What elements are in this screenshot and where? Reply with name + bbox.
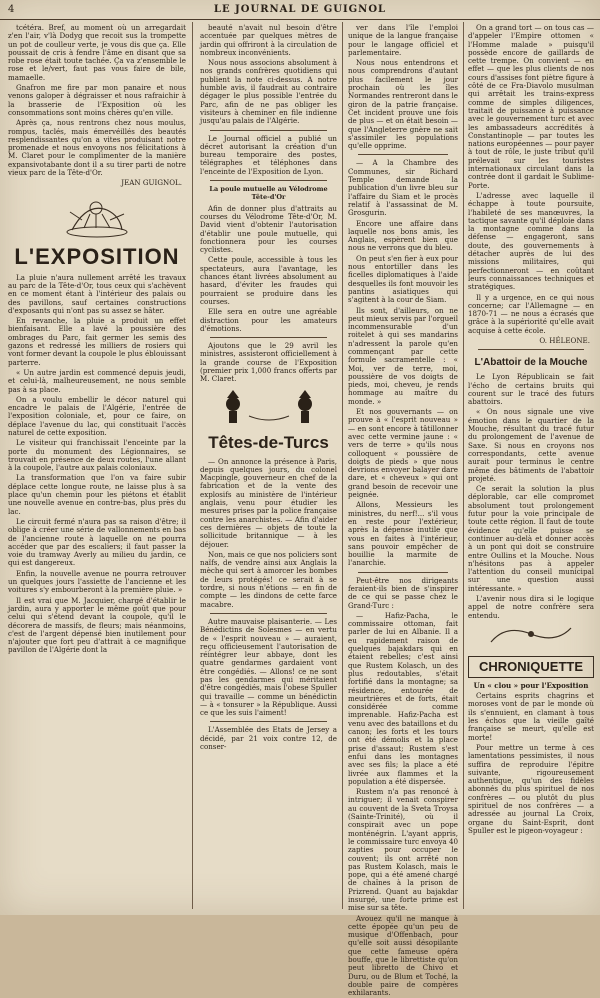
paragraph: Pour mettre un terme à ces lamentations pessimistes, il nous suffira de reproduire l'épitre suivante, rigoureusement authentique, qu'un des fidèles abonnés du plus spirituel de nos confrères — ou plutôt du plus spirituel de nos confrères — a adressée au journal La Croix, organe du Saint-Esprit, dont Spuller est le pigeon-voyageur :: [468, 742, 594, 835]
column-2: [200, 24, 337, 907]
paragraph: Non, mais ce que nos policiers sont naïfs, de vendre ainsi aux Anglais la mèche qui sert à amorcer les bombes de leurs protégés! ce serait à se tordre, si nous n'étions — en fin de compte — les dindons de cette farce macabre.: [200, 549, 337, 609]
paragraph: Il y a urgence, en ce qui nous concerne; car l'Allemagne — en 1870-71 — ne nous a écrasés que grâce à la supériorité qu'elle avait acquise à cette école.: [468, 292, 594, 335]
section-divider: [210, 613, 327, 614]
paragraph: Le circuit fermé n'aura pas sa raison d'être; il oblige à créer une série de vallonnements en bas de l'ancienne route à laquelle on ne pourra accéder que par des escaliers; il faut passer la voie du tramway Averly au milieu du jardin, ce qui est dangereux.: [8, 516, 186, 568]
paragraph: On a grand tort — on tous cas — d'appeler l'Empire ottomen « l'Homme malade » puisqu'il possède encore de gaillards de cette trempe. On convient — en effet — que les plus clients de nos cours d'assises font piètre figure à côté de ce Fra-Diavolo musulman qui arrêtait les trains-express comme de simples diligences, traitait de puissance à puissance avec le gouvernement turc et avec les ambassadeurs accrédités à Constantinople — par toutes les nations européennes — pour payer à tout de rôle, le juste tribut qu'il prélevait sur les touristes internationaux circulant dans la contrée dont il gardait le Sublime-Porte.: [468, 23, 594, 190]
paragraph: L'avenir nous dira si le logique appel de notre confrère sera entendu.: [468, 594, 594, 620]
paragraph: L'Assemblée des Etats de Jersey a décidé, par 21 voix contre 12, de conser-: [200, 725, 337, 752]
paragraph: Rustem n'a pas renoncé à intriguer; il venait conspirer au couvent de la Sveta Troysa (Sainte-Trinité), où il conspirait avec un pope monténégrin. L'ayant appris, le commissaire turc envoya 40 zapties pour occuper le couvent; ils ont arrêté non pas Rustem Kolasch, mais le pope, qui a été amené chargé de chaînes à la prison de Prizrend. Quant au bajakdar insurgé, une forte prime est mise sur sa tête.: [348, 787, 458, 913]
paragraph: Peut-être nos dirigeants feraient-ils bien de s'inspirer de ce qui se passe chez le Grand-Turc :: [348, 575, 458, 610]
paragraph: Le Lyon Républicain se fait l'écho de certains bruits qui courent sur le tracé des futurs abattoirs.: [468, 372, 594, 407]
column-3: [348, 23, 458, 998]
paragraph: Gnafron me fire par mon panaire et nous venons galoper à dégraisser et nous rafraichir à la brasserie de l'Exposition où les consommations sont moins chères qu'en ville.: [8, 83, 186, 117]
section-heading: La poule mutuelle au Vélodrome Tête-d'Or: [209, 185, 328, 202]
paragraph: — On annonce la présence à Paris, depuis quelques jours, du colonel Macpingle, gouverneur en chef de la fabrication et de la vente des explosifs au ministère de l'intérieur anglais, venu pour étudier les mesures prises par la police française contre les anarchistes. — Afin d'aider ces dernières — objets de toute la sollicitude britannique — à les déjouer.: [200, 456, 337, 549]
newspaper-title: LE JOURNAL DE GUIGNOL: [213, 4, 387, 15]
paragraph: Ajoutons que le 29 avril les ministres, assisteront officiellement à la grande course de l'Exposition (premier prix 1,000 francs offerts par M. Claret.: [200, 341, 337, 384]
paragraph: « On nous signale une vive émotion dans le quartier de la Mouche, résultant du tracé futur du prolongement de l'avenue de Saxe. Si nous en croyons nos correspondants, cette avenue aurait pour terminus le centre même des bâtiments de l'abattoir projeté.: [468, 407, 594, 483]
paragraph: Le visiteur qui franchissait l'enceinte par la porte du monument des Légionnaires, se trouvait en présence de deux routes, l'une allant à la coupole, l'autre aux palais coloniaux.: [8, 438, 186, 473]
paragraph: « Un autre jardin est commencé depuis jeudi, et celui-là, malheureusement, ne nous semble pas à sa place.: [8, 367, 186, 394]
section-divider: [210, 130, 327, 131]
paragraph: Nous nous entendrons et nous comprendrons d'autant plus facilement le jour prochain où les îles Normandes rentreront dans le giron de la patrie française. Cet incident prouve une fois de plus — et on était besoin — que l'Angleterre gnère ne sait s'assimiler les populations qu'elle opprime.: [348, 58, 458, 151]
paragraph: beauté n'avait nul besoin d'être accentuée par quelques mètres de jardin qui offriront à la circulation de nombreux inconvénients.: [200, 23, 337, 57]
exposition-title: L'EXPOSITION: [14, 243, 180, 269]
paragraph: Ils sont, d'ailleurs, on ne peut mieux servis par l'orgueil incommensurable d'un roitelet à qui ses mandarins n'adressent la parole qu'en commençant par cette formule sacramentelle : « Moi, ver de terre, moi, poussière de vos doigts de pieds, moi, cheveu, je rends hommage au maître du monde. »: [348, 305, 458, 406]
page-header: [0, 3, 600, 20]
section-divider: [358, 572, 448, 573]
paragraph: Ce serait la solution la plus déplorable, car elle compromet absolument tout prolongement futur pour la voie principale de toute cette région. Il faut de toute évidence qu'elle puisse se continuer au-delà et donner accès à un pont qui doit se construire entre Oullins et la Mouche. Nous n'hésitons pas à appeler l'attention du conseil municipal sur une question aussi intéressante. »: [468, 484, 594, 593]
column-separator: [342, 22, 343, 909]
paragraph: On a voulu embellir le décor naturel qui encadre le palais de l'Algérie, l'entrée de l'exposition coloniale, et, pour ce faire, on déplace l'avenue du lac, qui constituait l'accès naturel de cette exposition.: [8, 394, 186, 437]
chroniquette-ornament-icon: [486, 622, 576, 652]
paragraph: L'adresse avec laquelle il échappe à toute poursuite, l'habileté de ses manœuvres, la tactique savante qu'il déploie dans la montagne comme dans la défense — engageront, sans doute, des gouvernements à détacher auprès de lui des missions militaires, qui perfectionneront — en coûtant leurs connaissances techniques et stratégiques.: [468, 190, 594, 292]
paragraph: Le Journal officiel a publié un décret autorisant la création d'un bureau temporaire des postes, télégraphes et téléphones dans l'enceinte de l'Exposition de Lyon.: [200, 133, 337, 176]
section-divider: [210, 180, 327, 181]
abattoir-title: L'Abattoir de la Mouche: [474, 357, 588, 369]
paragraph: On peut s'en fier à eux pour nous entortiller dans les ficelles diplomatiques à l'aide desquelles ils font mouvoir les pantins asiatiques qui s'agitent à la cour de Siam.: [348, 253, 458, 305]
paragraph: La transformation que l'on va faire subir déplace cette longue route, ne laisse plus à sa place qu'un chemin pour les piétons et établit une nouvelle avenue en contre-bas, plus près du lac.: [8, 473, 186, 516]
paragraph: Nous nous associons absolument à nos grands confrères quotidiens qui publient la note ci-dessus. A notre humble avis, il faudrait au contraire dégager le plus possible l'entrée du Parc, afin de ne pas obliger les visiteurs à cheminer en file indienne jusqu'au palais de l'Algérie.: [200, 58, 337, 126]
chroniquette-subtitle: Un « clou » pour l'Exposition: [473, 680, 589, 690]
paragraph: Certains esprits chagrins et moroses vont de par le monde où ils s'ennuient, en clamant à tous les échos que la vieille gaîté française se meurt, qu'elle est morte!: [468, 691, 594, 742]
chroniquette-title: CHRONIQUETTE: [468, 656, 594, 678]
paragraph: Il est vrai que M. Jacquier, chargé d'établir le jardin, aura y apporter le même goût que pour celui qui s'étend devant la coupole, qu'il le décorera de massifs, de fleurs; mais néanmoins, c'est de l'argent dépensé bien inutilement pour n'ajouter que fort peu d'attrait à ce magnifique pavillon de l'Algérie dont la: [8, 595, 186, 655]
column-4: [468, 24, 594, 907]
signature: O. HÉLEONE.: [539, 335, 590, 345]
paragraph: — A la Chambre des Communes, sir Richard Temple demande la publication d'un livre bleu sur l'affaire du Siam et le procès relatif à l'assassinat de M. Grosgurin.: [348, 158, 458, 218]
paragraph: Elle sera en outre une agréable distraction pour les amateurs d'émotions.: [200, 307, 337, 333]
page-number: 4: [8, 4, 15, 15]
paragraph: Après ça, nous rentrons chez nous moulus, rompus, taclés, mais émervéillés des beautés resplendissantes qu'on a vites produisant notre promenade et nous envoyons nos félicitations à M. Claret pour le complimenter de la manière expansivotabante dont il a su tirer parti de notre vieux parc de la Tête-d'Or.: [8, 118, 186, 178]
column-separator: [463, 22, 464, 909]
column-separator: [192, 22, 193, 909]
section-divider: [210, 721, 327, 722]
paragraph: Encore une affaire dans laquelle nos bons amis, les Anglais, espèrent bien que nous ne verrons que du bleu.: [348, 218, 458, 253]
paragraph: Avouez qu'il ne manque à cette épopée qu'un peu de musique d'Offenbach, pour qu'elle soit aussi désopilante que cette fameuse opéra bouffe, que le librettiste qu'on peut libretto de Chivo et Duru, ou de Blum et Toché, la double paire de compères exhilarants.: [348, 913, 458, 998]
paragraph: En revanche, la pluie a produit un effet bienfaisant. Elle a lavé la poussière des ombrages du Parc, fait germer les semis des gazons et redressé les milliers de rosiers qui vont former devant la coupole le plus éblouissant parterre.: [8, 316, 186, 367]
paragraph: — Hafiz-Pacha, le commissaire ottoman, fait parler de lui en Albanie. Il a eu rapidement raison de quelques bajakdars qui en étaient rebelles; c'est ainsi que Rustem Kolasch, un des plus redoutables, s'était fortifié dans la montagne; sa résidence, entourée de meurtrières et de forts, était considérée comme imprenable. Hafiz-Pacha est venu avec des bataillons et du canon; les forts et les tours ont été démolis et la place prise d'assaut; Rustem s'est enfui dans les montagnes avec ses fils; la place a été livrée aux flammes et la population a été dispersée.: [348, 610, 458, 786]
paragraph: tcétéra. Bref, au moment où un arregardait z'en l'air, v'là Dodyg que recoit sus la trompette un pot de coulleur verte, je vous dis que ça. Elle poussait de cris à fendre l'âme en disant que sa robe rose était toute tachée. Ça va z'ensemble le rose et le/vert, faut pas vous faire de bile, mamaelle.: [8, 23, 186, 82]
paragraph: ver dans l'île l'emploi unique de la langue française pour le langage officiel et parlementaire.: [348, 23, 458, 57]
paragraph: La pluie n'aura nullement arrêté les travaux au parc de la Tête-d'Or, tous ceux qui s'achèvent en ce moment étant à l'intérieur des palais ou des pavillons, sauf certaines constructions d'exposants qui n'ont pas su assez se hâter.: [8, 272, 186, 315]
paragraph: Allons, Messieurs les ministres, du nerf!... s'il vous en reste pour l'extérieur, après la dépense inutile que vous en faites à l'intérieur, sans pouvoir empêcher de bouillie la marmite de l'anarchie.: [348, 500, 458, 568]
section-divider: [358, 154, 448, 155]
paragraph: Cette poule, accessible à tous les spectateurs, aura l'avantage, les chances étant livrées absolument au hasard, d'éviter les fraudes qui pourraient se produire dans les courses.: [200, 255, 337, 306]
paragraph: Autre mauvaise plaisanterie. — Les Bénédictins de Solesmes — en vertu de « l'esprit nouveau » — auraient, reçu officieusement l'autorisation de réintégrer leur abbaye, dont les quatre gendarmes gardaient vont être congédiés. — Allons! ce ne sont pas les gendarmes qui méritaient d'être congédiés, mais l'obese Spuller qui travaille — comme un bénédictin — à « tonsurer » la République. Aussi ce que les suis l'aiment!: [200, 616, 337, 718]
guignol-illustration-icon: [62, 192, 132, 240]
paragraph: Enfin, la nouvelle avenue ne pourra retrouver un quelques jours l'assiette de l'ancienne et les voitures s'y embourberont à la première pluie. »: [8, 568, 186, 595]
turk-heads-illustration-icon: [219, 386, 319, 428]
signature: JEAN GUIGNOL.: [121, 178, 182, 188]
paragraph: Et nos gouvernants — on prouve à « l'esprit nouveau » — en sont encore à tâtillonner avec cette vermine jaune : « vers de terre » qu'ils nous colloquent « poussière de doigts de pieds » que nous devrions envoyer balayer dare dare, et « cheveux » qui ont grand besoin de recevoir une peignée.: [348, 407, 458, 500]
paragraph: Afin de donner plus d'attraits au courses du Vélodrome Tête-d'Or, M. David vient d'obtenir l'autorisation d'établir une poule mutuelle, qui fonctionnera pour les courses cyclistes.: [200, 203, 337, 255]
section-divider: [478, 349, 584, 350]
tetes-de-turcs-title: Têtes-de-Turcs: [208, 432, 329, 452]
column-1: [8, 24, 186, 907]
section-divider: [210, 337, 327, 338]
